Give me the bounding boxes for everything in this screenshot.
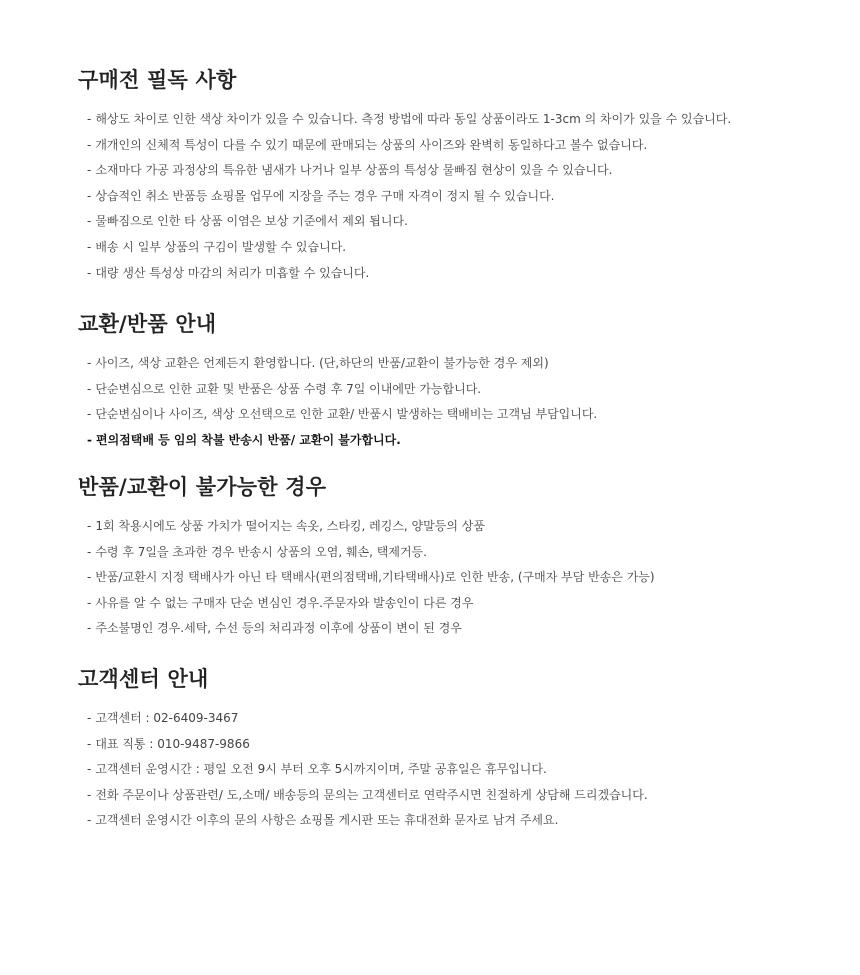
- unavailable-item: [78, 565, 838, 591]
- precautions-section: [78, 66, 838, 286]
- exchange-title: 교환/반품 안내: [78, 312, 217, 336]
- bullet-dash: -: [87, 112, 92, 126]
- exchange-item-text: 편의점택배 등 임의 착불 반송시 반품/ 교환이 불가합니다.: [95, 432, 401, 447]
- unavailable-item-text: 수령 후 7일을 초과한 경우 반송시 상품의 오염, 훼손, 택제거등.: [95, 544, 427, 559]
- precautions-item: [78, 184, 838, 210]
- exchange-item: [78, 402, 838, 428]
- bullet-dash: -: [87, 407, 92, 422]
- bullet-dash: -: [87, 137, 92, 152]
- customer-service-item-text: 전화 주문이나 상품관련/ 도,소매/ 배송등의 문의는 고객센터로 연락주시면 친절하게 상담해 드리겠습니다.: [95, 787, 648, 802]
- bullet-dash: -: [87, 519, 92, 533]
- precautions-item-text: 물빠짐으로 인한 타 상품 이염은 보상 기준에서 제외 됩니다.: [95, 214, 408, 229]
- precautions-item: [78, 133, 838, 159]
- precautions-item: [78, 158, 838, 184]
- exchange-item-text: 사이즈, 색상 교환은 언제든지 환영합니다. (단,하단의 반품/교환이 불가능한 경우 제외): [95, 356, 549, 370]
- customer-service-item: [78, 732, 838, 758]
- exchange-item: [78, 351, 838, 377]
- precautions-item-text: 배송 시 일부 상품의 구김이 발생할 수 있습니다.: [95, 239, 347, 254]
- exchange-item-text: 단순변심으로 인한 교환 및 반품은 상품 수령 후 7일 이내에만 가능합니다.: [95, 381, 482, 396]
- unavailable-item: [78, 540, 838, 566]
- bullet-dash: -: [87, 188, 92, 203]
- customer-service-title: 고객센터 안내: [78, 667, 209, 691]
- operating-hours: 고객센터 운영시간 : 평일 오전 9시 부터 오후 5시까지이며, 주말 공휴일은 휴무입니다.: [95, 762, 547, 777]
- bullet-dash: -: [87, 432, 92, 447]
- customer-service-item-text: 고객센터 운영시간 이후의 문의 사항은 쇼핑몰 게시판 또는 휴대전화 문자로 남겨 주세요.: [95, 813, 559, 828]
- precautions-item-text: 대량 생산 특성상 마감의 처리가 미흡할 수 있습니다.: [95, 265, 370, 280]
- bullet-dash: -: [87, 762, 92, 777]
- precautions-item: [78, 261, 838, 287]
- precautions-item: [78, 209, 838, 235]
- customer-service-section: [78, 665, 838, 834]
- bullet-dash: -: [87, 621, 92, 636]
- bullet-dash: -: [87, 381, 92, 396]
- bullet-dash: -: [87, 595, 92, 610]
- bullet-dash: -: [87, 570, 92, 585]
- unavailable-item-text: 반품/교환시 지정 택배사가 아닌 타 택배사(편의점택배,기타택배사)로 인한 반송, (구매자 부담 반송은 가능): [95, 570, 655, 585]
- bullet-dash: -: [87, 265, 92, 280]
- precautions-item-text: 소재마다 가공 과정상의 특유한 냄새가 나거나 일부 상품의 특성상 물빠짐 현상이 있을 수 있습니다.: [95, 163, 613, 178]
- unavailable-item-text: 사유를 알 수 없는 구매자 단순 변심인 경우.주문자와 발송인이 다른 경우: [95, 595, 474, 610]
- bullet-dash: -: [87, 711, 92, 725]
- bullet-dash: -: [87, 356, 92, 370]
- unavailable-section: [78, 473, 838, 642]
- bullet-dash: -: [87, 736, 92, 751]
- bullet-dash: -: [87, 214, 92, 229]
- exchange-section: [78, 310, 838, 453]
- unavailable-item: [78, 591, 838, 617]
- exchange-item: [78, 377, 838, 403]
- customer-service-phone: 고객센터 : 02-6409-3467: [95, 711, 239, 725]
- bullet-dash: -: [87, 163, 92, 178]
- unavailable-item-text: 주소불명인 경우.세탁, 수선 등의 처리과정 이후에 상품이 변이 된 경우: [95, 621, 462, 636]
- customer-service-item: [78, 783, 838, 809]
- customer-service-item: [78, 706, 838, 732]
- direct-line-phone: 대표 직통 : 010-9487-9866: [95, 736, 250, 751]
- unavailable-item: [78, 514, 838, 540]
- precautions-item-text: 상습적인 취소 반품등 쇼핑몰 업무에 지장을 주는 경우 구매 자격이 정지 될 수 있습니다.: [95, 188, 555, 203]
- exchange-item-emphasized: [78, 428, 838, 454]
- bullet-dash: -: [87, 544, 92, 559]
- bullet-dash: -: [87, 239, 92, 254]
- customer-service-item: [78, 757, 838, 783]
- precautions-item-text: 해상도 차이로 인한 색상 차이가 있을 수 있습니다. 측정 방법에 따라 동일 상품이라도 1-3cm 의 차이가 있을 수 있습니다.: [95, 112, 732, 126]
- unavailable-title: 반품/교환이 불가능한 경우: [78, 475, 327, 499]
- precautions-item: [78, 107, 838, 133]
- precautions-item-text: 개개인의 신체적 특성이 다를 수 있기 때문에 판매되는 상품의 사이즈와 완벽히 동일하다고 볼수 없습니다.: [95, 137, 648, 152]
- bullet-dash: -: [87, 813, 92, 828]
- bullet-dash: -: [87, 787, 92, 802]
- exchange-item-text: 단순변심이나 사이즈, 색상 오선택으로 인한 교환/ 반품시 발생하는 택배비는 고객님 부담입니다.: [95, 407, 598, 422]
- unavailable-item-text: 1회 착용시에도 상품 가치가 떨어지는 속옷, 스타킹, 레깅스, 양말등의 상품: [95, 519, 485, 533]
- unavailable-item: [78, 616, 838, 642]
- customer-service-item: [78, 808, 838, 834]
- precautions-item: [78, 235, 838, 261]
- precautions-title: 구매전 필독 사항: [78, 68, 237, 92]
